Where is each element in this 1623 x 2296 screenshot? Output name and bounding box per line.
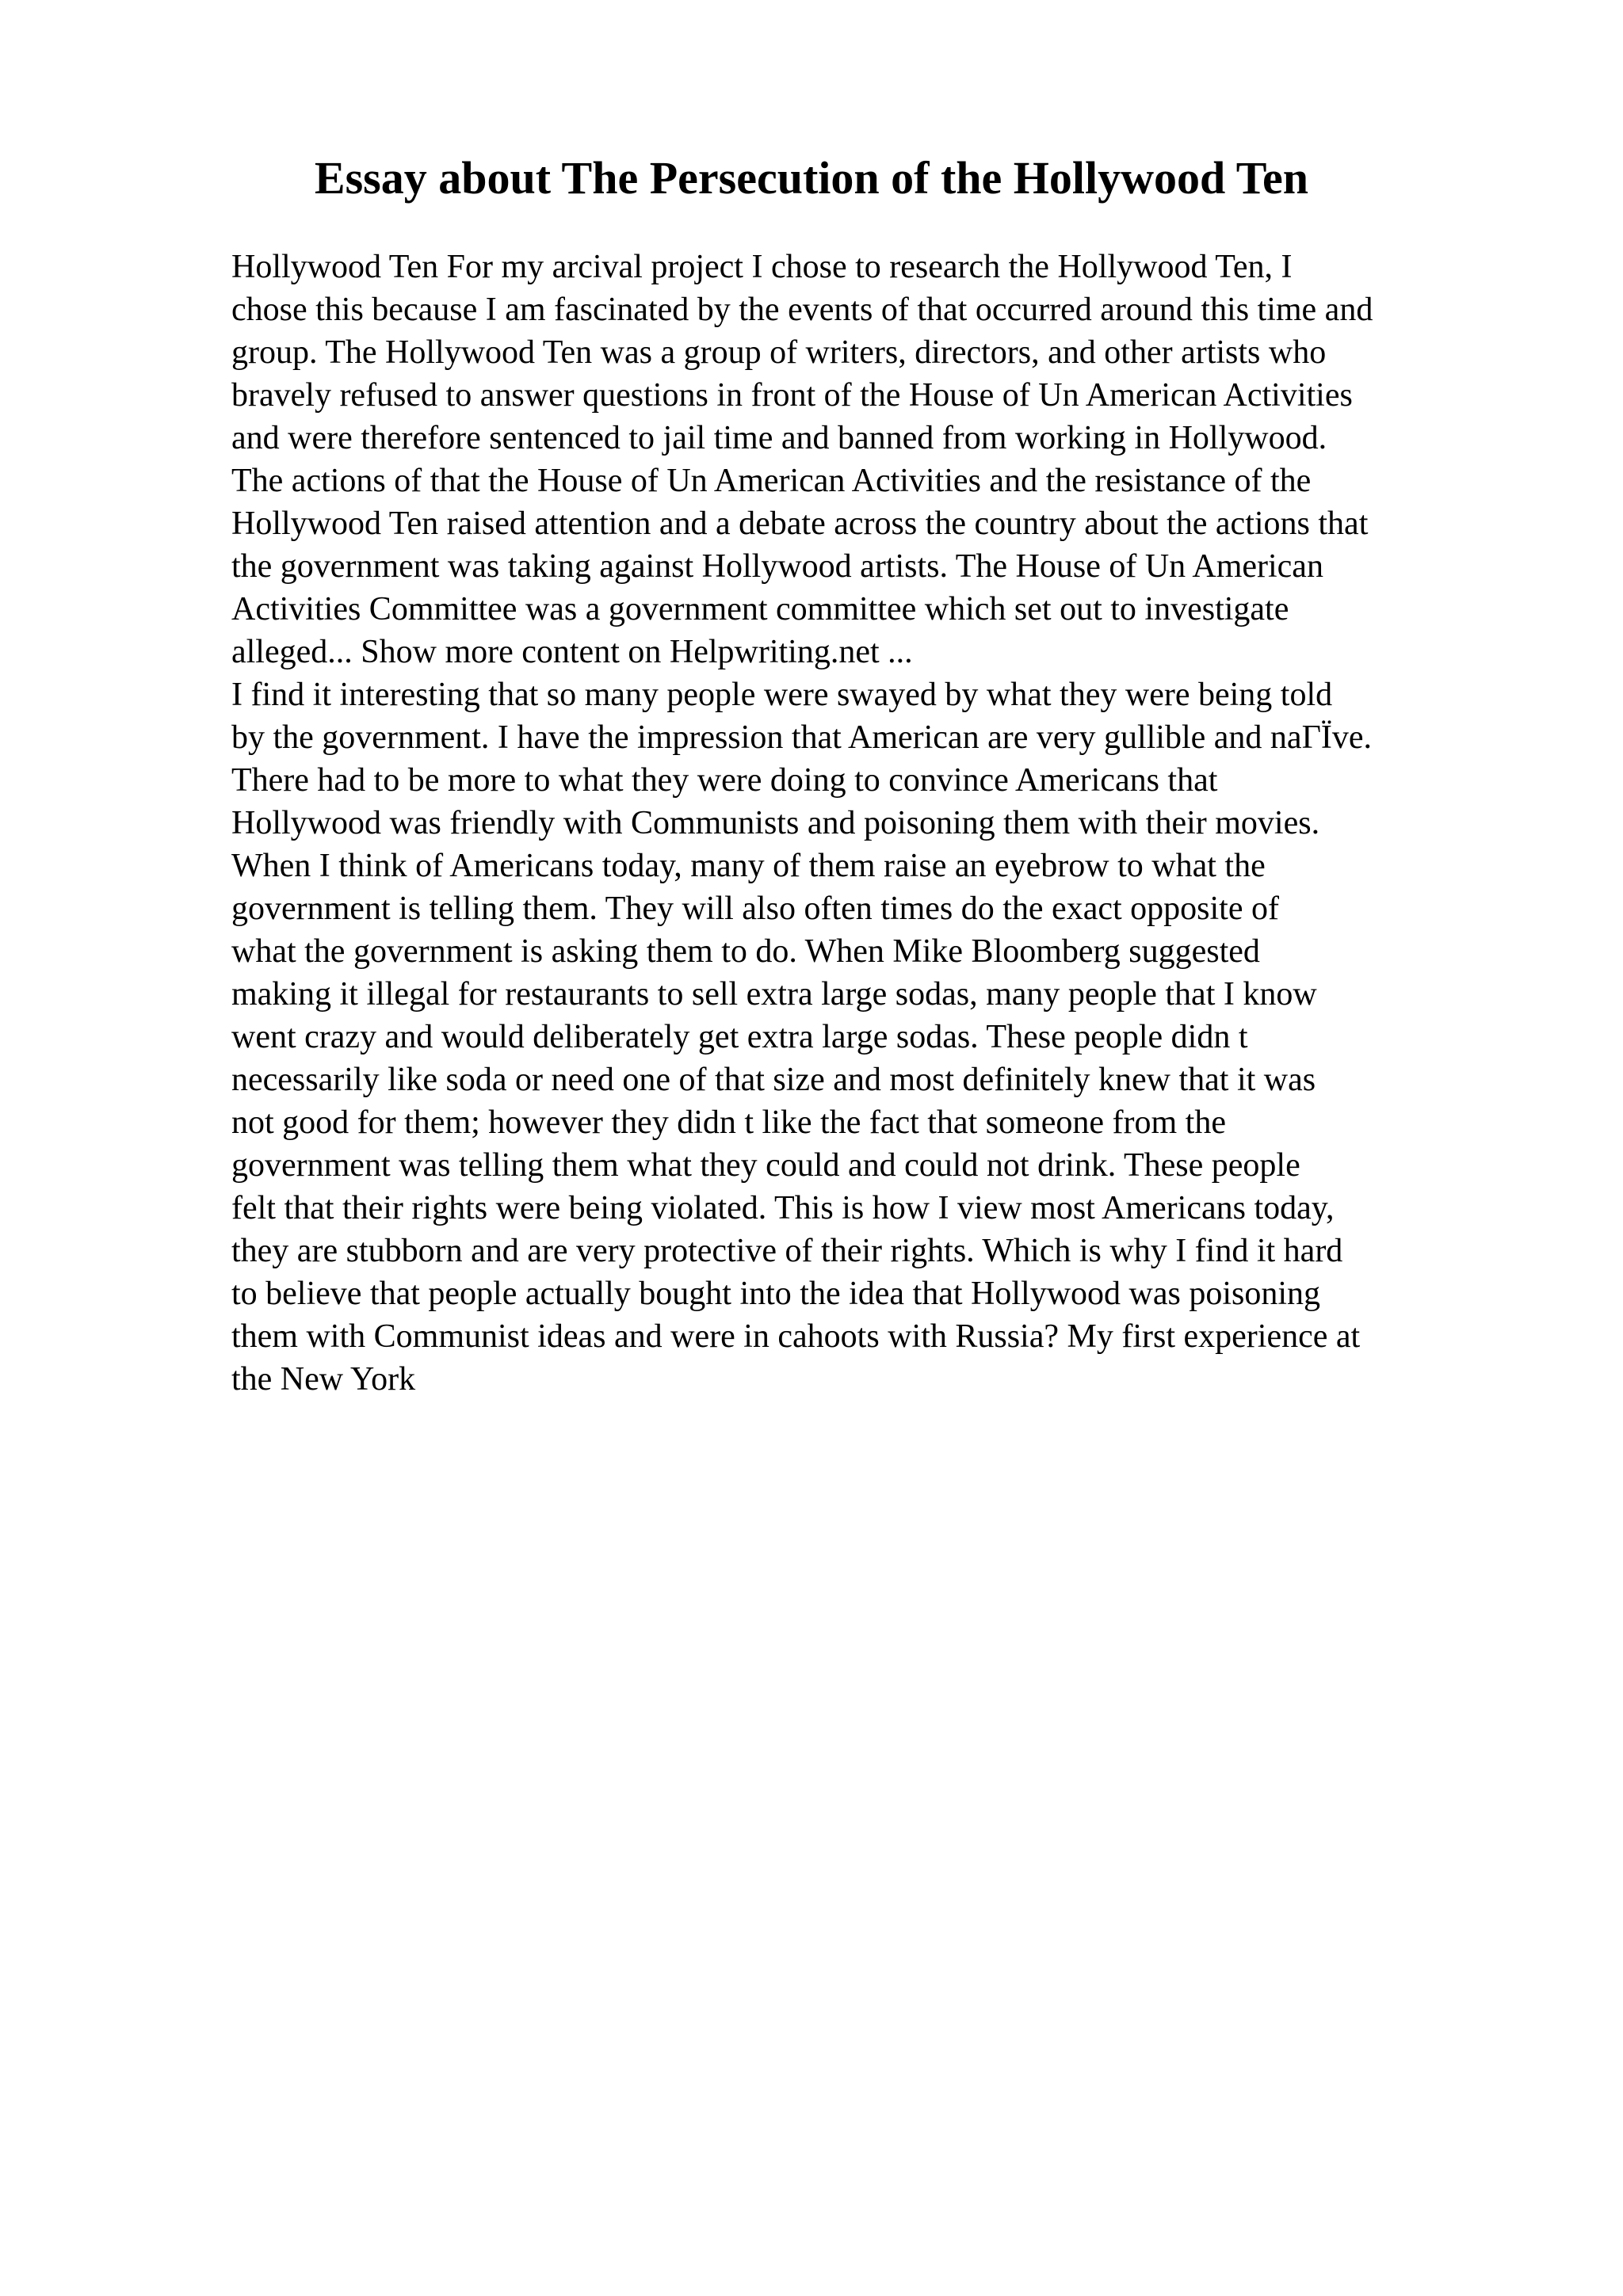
text-line: bravely refused to answer questions in front of the House of Un American Activities [231,377,1353,414]
text-line: not good for them; however they didn t like the fact that someone from the [231,1104,1226,1141]
text-line: them with Communist ideas and were in cahoots with Russia? My first experience at [231,1318,1361,1355]
text-line: to believe that people actually bought into the idea that Hollywood was poisoning [231,1276,1321,1312]
text-line: Hollywood Ten For my arcival project I chose to research the Hollywood Ten, I [231,249,1293,285]
text-line: what the government is asking them to do. When Mike Bloomberg suggested [231,933,1260,970]
text-line: the New York [231,1361,416,1398]
text-line: There had to be more to what they were doing to convince Americans that [231,762,1218,799]
text-line: group. The Hollywood Ten was a group of writers, directors, and other artists who [231,334,1327,371]
text-line: by the government. I have the impression that American are very gullible and naΓÏve. [231,719,1372,756]
text-line: they are stubborn and are very protective of their rights. Which is why I find it hard [231,1233,1343,1269]
text-line: the government was taking against Hollywood artists. The House of Un American [231,548,1323,585]
text-line: When I think of Americans today, many of them raise an eyebrow to what the [231,848,1266,884]
text-line: government was telling them what they could and could not drink. These people [231,1147,1300,1184]
text-line: The actions of that the House of Un American Activities and the resistance of the [231,463,1312,499]
text-line: Hollywood was friendly with Communists and poisoning them with their movies. [231,805,1320,841]
text-line: chose this because I am fascinated by the events of that occurred around this time and [231,292,1373,328]
text-line: government is telling them. They will also often times do the exact opposite of [231,891,1279,927]
essay-title: Essay about The Persecution of the Hollywood Ten [314,152,1309,204]
text-line: alleged... Show more content on Helpwriting.net ... [231,634,913,670]
text-line: necessarily like soda or need one of that size and most definitely knew that it was [231,1062,1316,1098]
text-line: Activities Committee was a government committee which set out to investigate [231,591,1289,627]
text-line: Hollywood Ten raised attention and a debate across the country about the actions that [231,505,1369,542]
text-line: went crazy and would deliberately get extra large sodas. These people didn t [231,1019,1248,1055]
text-line: making it illegal for restaurants to sell extra large sodas, many people that I know [231,976,1317,1013]
text-line: felt that their rights were being violated. This is how I view most Americans today, [231,1190,1335,1226]
essay-body [231,246,1594,1401]
text-line: and were therefore sentenced to jail time and banned from working in Hollywood. [231,420,1327,456]
text-line: I find it interesting that so many people were swayed by what they were being told [231,677,1333,713]
